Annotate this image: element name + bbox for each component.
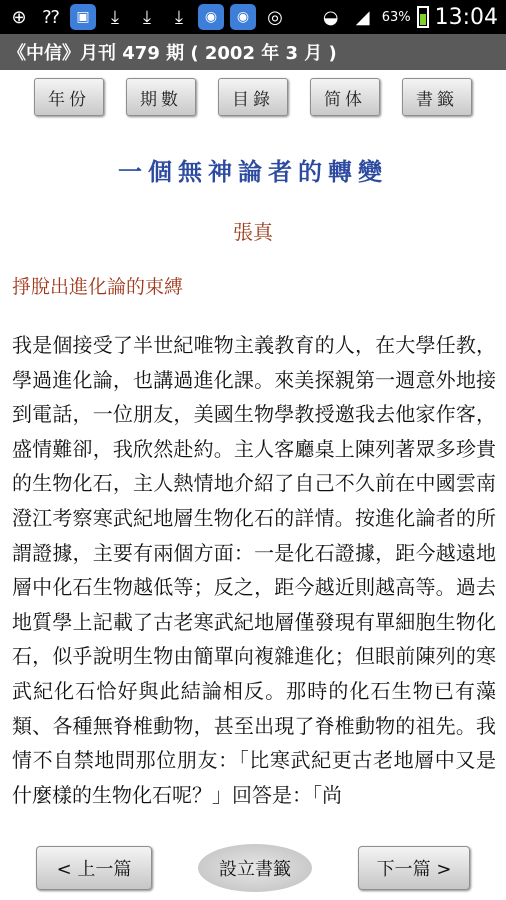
camera-icon: ◉: [198, 4, 224, 30]
download-icon: ⤓: [143, 6, 151, 28]
bookmarks-button[interactable]: 書籤: [402, 78, 472, 116]
article-author: 張真: [233, 220, 273, 244]
issue-button[interactable]: 期數: [126, 78, 196, 116]
toolbar: [0, 70, 506, 124]
previous-article-button[interactable]: < 上一篇: [36, 846, 152, 890]
signal-question-icon: ⁇: [42, 6, 60, 28]
title-bar: [0, 34, 506, 70]
plus-icon: ⊕: [11, 6, 27, 28]
app-badge-icon: ▣: [70, 4, 96, 30]
wifi-icon: ◒: [322, 6, 339, 28]
battery-percent: 63%: [381, 9, 411, 25]
article-body: 我是個接受了半世紀唯物主義教育的人，在大學任教，學過進化論，也講過進化課。來美探親第一週意外地接到電話，一位朋友，美國生物學教授邀我去他家作客，盛情難卻，我欣然赴約。主人客廳桌上陳列著眾多珍貴的生物化石，主人熱情地介紹了自己不久前在中國雲南澄江考察寒武紀地層生物化石的詳情。按進化論者的所謂證據，主要有兩個方面：一是化石證據，距今越遠地層中化石生物越低等；反之，距今越近則越高等。過去地質學上記載了古老寒武紀地層僅發現有單細胞生物化石，似乎說明生物由簡單向複雜進化；但眼前陳列的寒武紀化石恰好與此結論相反。那時的化石生物已有藻類、各種無脊椎動物，甚至出現了脊椎動物的祖先。我情不自禁地問那位朋友：「比寒武紀更古老地層中又是什麼樣的生物化石呢？」回答是：「尚: [12, 333, 496, 807]
download-icon: ⤓: [175, 6, 183, 28]
clock: 13:04: [434, 4, 498, 30]
signal-icon: ◢: [355, 6, 370, 28]
camera-icon: ◉: [230, 4, 256, 30]
section-heading: 掙脫出進化論的束縛: [12, 276, 184, 298]
contents-button[interactable]: 目錄: [218, 78, 288, 116]
article-title: 一個無神論者的轉變: [118, 158, 388, 186]
issue-title: 《中信》月刊 479 期 ( 2002 年 3 月 ): [8, 43, 337, 64]
next-article-button[interactable]: 下一篇 >: [358, 846, 470, 890]
add-bookmark-button[interactable]: 設立書籤: [198, 844, 312, 892]
year-button[interactable]: 年份: [34, 78, 104, 116]
eye-icon: ◎: [267, 6, 283, 28]
download-icon: ⤓: [111, 6, 119, 28]
battery-icon: [417, 6, 429, 28]
status-bar: [0, 0, 506, 34]
bottom-nav: [0, 836, 506, 900]
simplified-button[interactable]: 简体: [310, 78, 380, 116]
article-view[interactable]: [0, 124, 506, 836]
